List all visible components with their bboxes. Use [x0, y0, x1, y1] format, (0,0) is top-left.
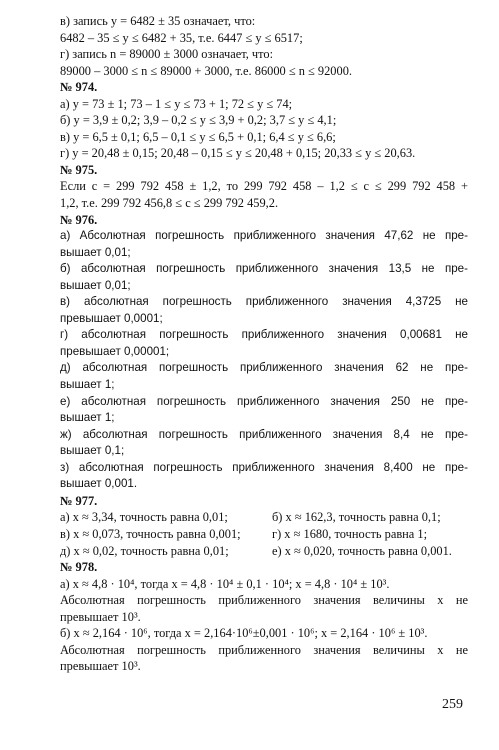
text-line: д) абсолютная погрешность приближенного значения 62 не пре-	[60, 361, 468, 375]
text-line: а) y = 73 ± 1; 73 – 1 ≤ y ≤ 73 + 1; 72 ≤ y ≤ 74;	[60, 96, 293, 111]
answer-right: б) x ≈ 162,3, точность равна 0,1;	[272, 510, 441, 525]
text-line: 89000 – 3000 ≤ n ≤ 89000 + 3000, т.е. 86000 ≤ n ≤ 92000.	[60, 63, 352, 78]
text-line: в) y = 6,5 ± 0,1; 6,5 – 0,1 ≤ y ≤ 6,5 + 0,1; 6,4 ≤ y ≤ 6,6;	[60, 129, 336, 144]
exercise-heading-978: № 978.	[60, 560, 98, 575]
text-line: вышает 0,1;	[60, 444, 125, 458]
text-line: вышает 1;	[60, 411, 115, 425]
solutions-text	[60, 13, 468, 675]
text-line: б) x ≈ 2,164 · 10⁶, тогда x = 2,164·10⁶±0,001 · 10⁶; x = 2,164 · 10⁶ ± 10³.	[60, 626, 428, 641]
two-column-row	[60, 526, 468, 543]
text-line: б) y = 3,9 ± 0,2; 3,9 – 0,2 ≤ y ≤ 3,9 + 0,2; 3,7 ≤ y ≤ 4,1;	[60, 113, 337, 128]
answer-left: а) x ≈ 3,34, точность равна 0,01;	[60, 510, 228, 525]
text-line: превышает 0,0001;	[60, 311, 163, 325]
text-line: б) абсолютная погрешность приближенного значения 13,5 не пре-	[60, 262, 468, 276]
exercise-heading-974: № 974.	[60, 80, 98, 95]
text-line: вышает 0,01;	[60, 245, 131, 259]
two-column-row	[60, 509, 468, 526]
text-line: в) запись y = 6482 ± 35 означает, что:	[60, 14, 256, 28]
text-line: ж) абсолютная погрешность приближенного значения 8,4 не пре-	[60, 427, 468, 441]
page-number: 259	[442, 697, 463, 712]
exercise-heading-975: № 975.	[60, 162, 98, 177]
text-line: Абсолютная погрешность приближенного значения величины x не	[60, 593, 468, 608]
text-line: г) абсолютная погрешность приближенного значения 0,00681 не	[60, 328, 468, 342]
text-line: а) x ≈ 4,8 · 10⁴, тогда x = 4,8 · 10⁴ ± 0,1 · 10⁴; x = 4,8 · 10⁴ ± 10³.	[60, 576, 390, 591]
text-line: Если c = 299 792 458 ± 1,2, то 299 792 458 – 1,2 ≤ c ≤ 299 792 458 +	[60, 179, 468, 194]
answer-left: в) x ≈ 0,073, точность равна 0,001;	[60, 526, 241, 541]
exercise-heading-976: № 976.	[60, 212, 98, 227]
text-line: з) абсолютная погрешность приближенного значения 8,400 не пре-	[60, 460, 468, 474]
text-line: вышает 1;	[60, 378, 115, 392]
text-line: е) абсолютная погрешность приближенного значения 250 не пре-	[60, 394, 468, 408]
text-line: 6482 – 35 ≤ y ≤ 6482 + 35, т.е. 6447 ≤ y ≤ 6517;	[60, 30, 303, 45]
text-line: г) y = 20,48 ± 0,15; 20,48 – 0,15 ≤ y ≤ 20,48 + 0,15; 20,33 ≤ y ≤ 20,63.	[60, 146, 416, 161]
text-line: вышает 0,001.	[60, 477, 138, 491]
text-line: превышает 10³.	[60, 659, 141, 674]
text-line: вышает 0,01;	[60, 278, 131, 292]
answer-right: г) x ≈ 1680, точность равна 1;	[272, 526, 428, 541]
text-line: а) Абсолютная погрешность приближенного значения 47,62 не пре-	[60, 229, 468, 243]
text-line: превышает 0,00001;	[60, 344, 170, 358]
text-line: 1,2, т.е. 299 792 456,8 ≤ c ≤ 299 792 459,2.	[60, 196, 279, 211]
text-line: г) запись n = 89000 ± 3000 означает, что:	[60, 47, 274, 62]
answer-left: д) x ≈ 0,02, точность равна 0,01;	[60, 543, 229, 558]
text-line: Абсолютная погрешность приближенного значения величины x не	[60, 642, 468, 657]
text-line: в) абсолютная погрешность приближенного значения 4,3725 не	[60, 295, 468, 309]
answer-right: е) x ≈ 0,020, точность равна 0,001.	[272, 543, 452, 558]
exercise-heading-977: № 977.	[60, 493, 98, 508]
two-column-row	[60, 543, 468, 560]
text-line: превышает 10³.	[60, 609, 141, 624]
